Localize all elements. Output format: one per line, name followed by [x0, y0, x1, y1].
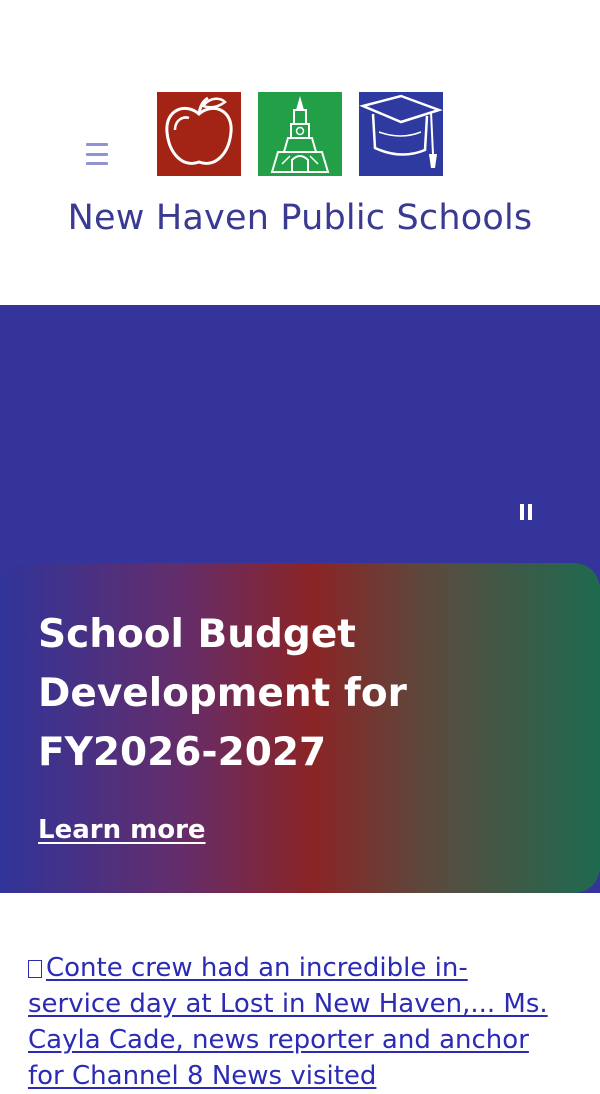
- missing-glyph-icon: [28, 960, 42, 978]
- logo-group[interactable]: [157, 92, 443, 176]
- hamburger-menu-icon[interactable]: [86, 143, 108, 165]
- apple-logo-icon: [157, 92, 241, 176]
- tower-logo-icon: [258, 92, 342, 176]
- news-link[interactable]: [28, 950, 558, 1091]
- site-header: [0, 0, 600, 305]
- hero-card-title: School Budget Development for FY2026-2027: [38, 612, 407, 775]
- graduation-cap-logo-icon: [359, 92, 443, 176]
- learn-more-link[interactable]: Learn more: [38, 815, 206, 845]
- hero-card: [0, 563, 600, 893]
- hero-banner: [0, 305, 600, 893]
- site-title[interactable]: New Haven Public Schools: [67, 198, 533, 238]
- pause-icon[interactable]: [515, 501, 537, 523]
- news-text: Conte crew had an incredible in-service day at Lost in New Haven,... Ms. Cayla Cade, news reporter and anchor for Channel 8 News visited: [28, 953, 548, 1091]
